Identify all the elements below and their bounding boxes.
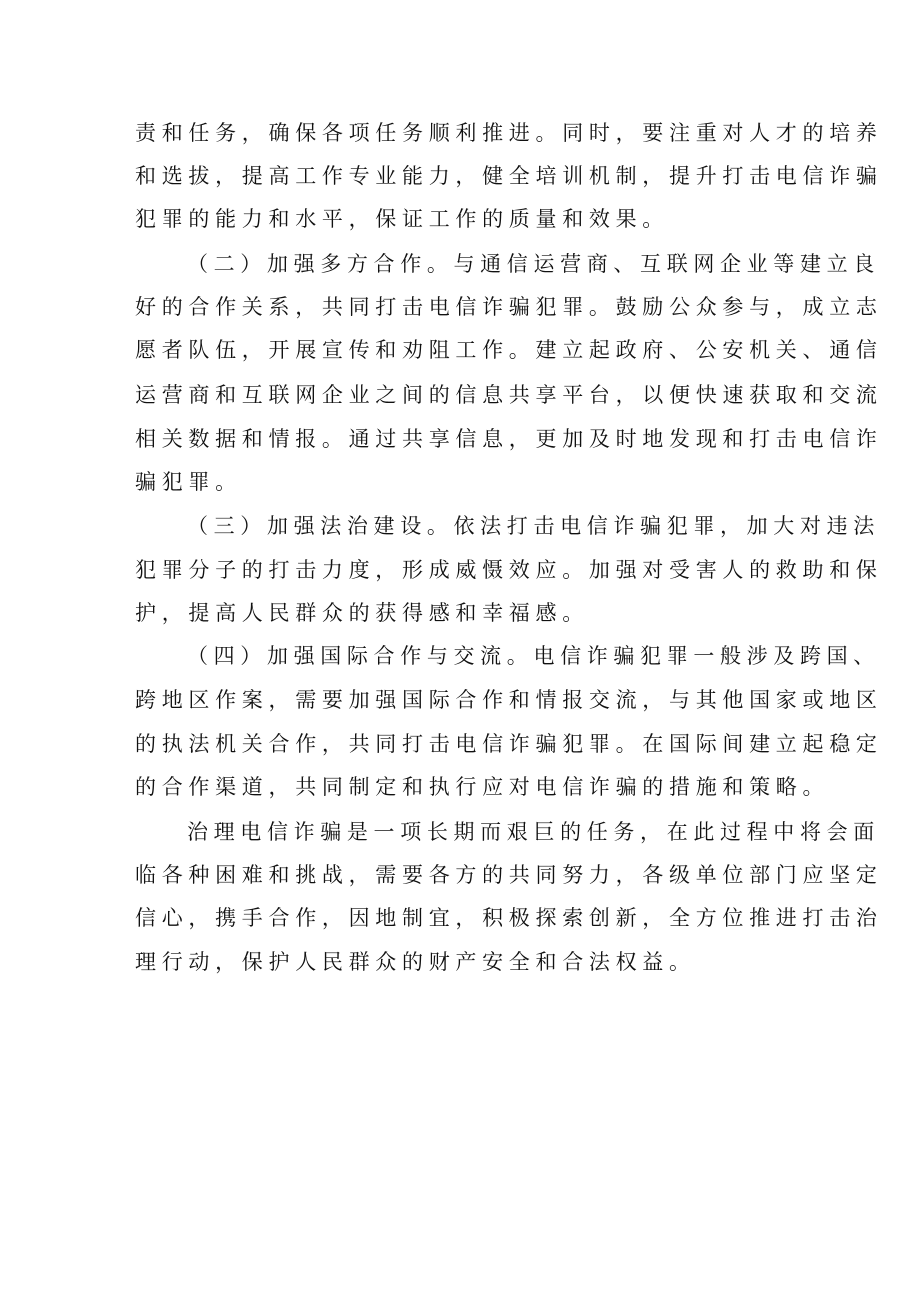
text-line: 护，提高人民群众的获得感和幸福感。 (135, 601, 589, 625)
text-line: （二）加强多方合作。与通信运营商、互联网企业等建立良 (187, 252, 880, 276)
text-line: 理行动，保护人民群众的财产安全和合法权益。 (135, 950, 696, 974)
text-line: 临各种困难和挑战，需要各方的共同努力，各级单位部门应坚定 (135, 863, 883, 887)
text-line: 信心，携手合作，因地制宜，积极探索创新，全方位推进打击治 (135, 906, 883, 930)
text-line: 好的合作关系，共同打击电信诈骗犯罪。鼓励公众参与，成立志 (135, 295, 883, 319)
text-line: 跨地区作案，需要加强国际合作和情报交流，与其他国家或地区 (135, 688, 883, 712)
text-line: （三）加强法治建设。依法打击电信诈骗犯罪，加大对违法 (187, 514, 880, 538)
text-line: 责和任务，确保各项任务顺利推进。同时，要注重对人才的培养 (135, 121, 883, 145)
text-line: （四）加强国际合作与交流。电信诈骗犯罪一般涉及跨国、 (187, 644, 880, 668)
text-line: 和选拔，提高工作专业能力，健全培训机制，提升打击电信诈骗 (135, 164, 883, 188)
text-line: 犯罪的能力和水平，保证工作的质量和效果。 (135, 207, 669, 231)
text-line: 治理电信诈骗是一项长期而艰巨的任务，在此过程中将会面 (187, 820, 880, 844)
text-line: 犯罪分子的打击力度，形成威慑效应。加强对受害人的救助和保 (135, 558, 883, 582)
text-line: 运营商和互联网企业之间的信息共享平台，以便快速获取和交流 (135, 383, 883, 407)
text-line: 的合作渠道，共同制定和执行应对电信诈骗的措施和策略。 (135, 775, 830, 799)
text-line: 骗犯罪。 (135, 470, 242, 494)
text-line: 愿者队伍，开展宣传和劝阻工作。建立起政府、公安机关、通信 (135, 338, 883, 362)
text-line: 相关数据和情报。通过共享信息，更加及时地发现和打击电信诈 (135, 427, 883, 451)
text-line: 的执法机关合作，共同打击电信诈骗犯罪。在国际间建立起稳定 (135, 732, 883, 756)
